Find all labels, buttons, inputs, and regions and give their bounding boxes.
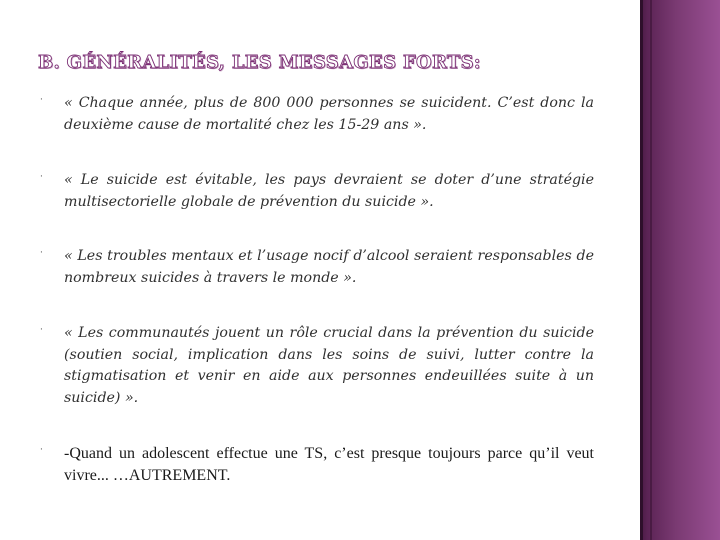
bullet-text: « Les troubles mentaux et l’usage nocif d’alcool seraient responsables de nombreux suicides à travers le monde ». [64,248,594,286]
slide-title: B. GÉNÉRALITÉS, LES MESSAGES FORTS: [38,52,481,73]
bullet-text: « Le suicide est évitable, les pays devraient se doter d’une stratégie multisectorielle globale de prévention du suicide ». [64,172,594,210]
bullet-marker: · [40,172,43,182]
bullet-text: « Chaque année, plus de 800 000 personnes se suicident. C’est donc la deuxième cause de mortalité chez les 15-29 ans ». [64,95,594,133]
bullet-text-conclusion: -Quand un adolescent effectue une TS, c’est presque toujours parce qu’il veut vivre... …AUTREMENT. [64,445,594,484]
bullet-marker: · [40,445,43,455]
side-panel-stripe [650,0,652,540]
bullet-marker: · [40,248,43,258]
bullet-marker: · [40,325,43,335]
decorative-side-panel [640,0,720,540]
side-panel-edge [640,0,643,540]
bullet-marker: · [40,95,43,105]
bullet-text: « Les communautés jouent un rôle crucial dans la prévention du suicide (soutien social, implication dans les soins de suivi, lutter contre la stigmatisation et venir en aide aux personnes endeuillées suite à un suicide) ». [64,325,594,406]
